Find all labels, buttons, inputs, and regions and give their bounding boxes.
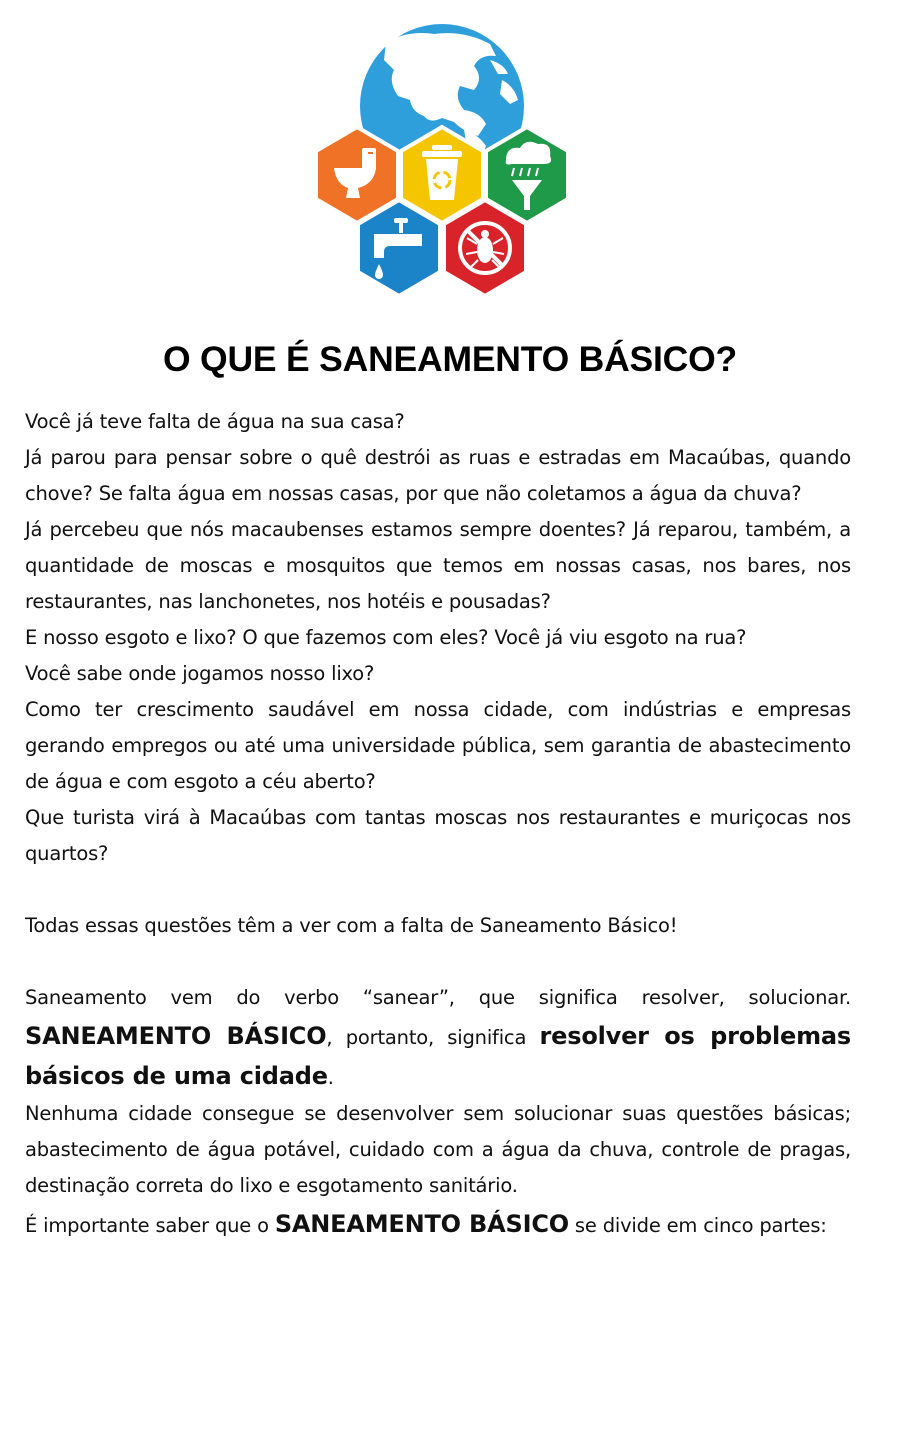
- intro-question-2: Já parou para pensar sobre o quê destrói as ruas e estradas em Macaúbas, quando chove? Se falta água em nossas casas, por que não coletamos a água da chuva?: [25, 446, 851, 505]
- intro-question-6: Como ter crescimento saudável em nossa cidade, com indústrias e empresas gerando empregos ou até uma universidade pública, sem garantia de abastecimento de água e com esgoto a céu aberto?: [25, 698, 851, 793]
- saneamento-logo: [314, 20, 572, 302]
- definition-text-3: .: [327, 1066, 334, 1089]
- intro-question-1: Você já teve falta de água na sua casa?: [25, 410, 405, 433]
- closing-bold-term: SANEAMENTO BÁSICO: [274, 1210, 569, 1238]
- page-title: O QUE É SANEAMENTO BÁSICO?: [162, 339, 738, 379]
- definition-paragraph: [25, 980, 851, 1096]
- closing-text-2: se divide em cinco partes:: [568, 1214, 827, 1237]
- spacer: [25, 944, 851, 980]
- definition-text: Saneamento vem do verbo “sanear”, que significa resolver, solucionar.: [25, 986, 851, 1009]
- document-body: [25, 404, 851, 1246]
- statement: Todas essas questões têm a ver com a falta de Saneamento Básico!: [25, 914, 678, 937]
- intro-question-7: Que turista virá à Macaúbas com tantas moscas nos restaurantes e muriçocas nos quartos?: [25, 806, 851, 865]
- intro-question-4: E nosso esgoto e lixo? O que fazemos com eles? Você já viu esgoto na rua?: [25, 626, 747, 649]
- development-paragraph: Nenhuma cidade consegue se desenvolver sem solucionar suas questões básicas; abastecimento de água potável, cuidado com a água da chuva, controle de pragas, destinação correta do lixo e esgotamento sanitário.: [25, 1102, 851, 1197]
- definition-bold-meaning: resolver os problemas básicos de uma cidade: [25, 1022, 851, 1090]
- definition-text-2: , portanto, significa: [326, 1026, 540, 1049]
- intro-question-5: Você sabe onde jogamos nosso lixo?: [25, 662, 375, 685]
- intro-question-3: Já percebeu que nós macaubenses estamos sempre doentes? Já reparou, também, a quantidade de moscas e mosquitos que temos em nossas casas, nos bares, nos restaurantes, nas lanchonetes, nos hotéis e pousadas?: [25, 518, 851, 613]
- spacer: [25, 872, 851, 908]
- closing-text: É importante saber que o: [25, 1214, 275, 1237]
- closing-paragraph: [25, 1204, 851, 1246]
- definition-bold-term: SANEAMENTO BÁSICO: [25, 1022, 327, 1050]
